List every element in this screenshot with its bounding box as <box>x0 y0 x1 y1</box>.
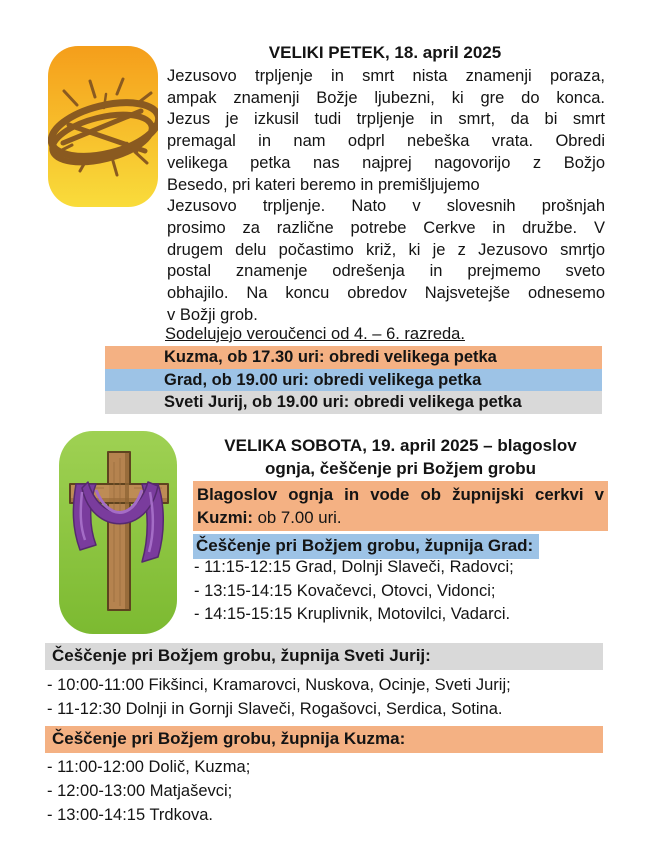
saturday-title-line2: ognja, češčenje pri Božjem grobu <box>264 459 537 478</box>
paragraph-line: postal znamenje odrešenja in prejmemo sveto <box>167 262 605 281</box>
blessing-box <box>193 481 608 531</box>
paragraph-line: premagal in nam odprl nebeška vrata. Obredi <box>167 132 605 151</box>
kuzma-list <box>47 755 250 827</box>
crown-of-thorns-icon <box>47 45 159 208</box>
list-item: - 10:00-11:00 Fikšinci, Kramarovci, Nuskova, Ocinje, Sveti Jurij; <box>47 676 511 694</box>
paragraph-line: obhajilo. Na koncu obredov Najsvetejše odnesemo <box>167 284 605 303</box>
friday-title: VELIKI PETEK, 18. april 2025 <box>268 43 502 62</box>
paragraph-line: prosimo za različne potrebe Cerkve in družbe. V <box>167 218 605 237</box>
blessing-bold-text: Blagoslov ognja in vode ob župnijski cerkvi v Kuzmi: <box>197 485 604 527</box>
cross-icon <box>58 430 178 635</box>
participants-note: Sodelujejo veroučenci od 4. – 6. razreda. <box>165 325 465 343</box>
blessing-time-text: ob 7.00 uri. <box>252 508 342 527</box>
paragraph-line: velikega petka nas najprej nagovorijo z Božjo <box>167 153 605 172</box>
kuzma-heading: Češčenje pri Božjem grobu, župnija Kuzma: <box>45 726 603 753</box>
schedule-row-grad: Grad, ob 19.00 uri: obredi velikega petka <box>105 369 602 391</box>
saturday-title-line1: VELIKA SOBOTA, 19. april 2025 – blagoslov <box>224 436 577 455</box>
list-item: - 12:00-13:00 Matjaševci; <box>47 782 233 800</box>
paragraph-line: Besedo, pri kateri beremo in premišljujemo <box>167 175 480 194</box>
schedule-row-kuzma: Kuzma, ob 17.30 uri: obredi velikega petka <box>105 346 602 369</box>
list-item: - 13:00-14:15 Trdkova. <box>47 806 214 824</box>
list-item: - 14:15-15:15 Kruplivnik, Motovilci, Vadarci. <box>194 605 511 623</box>
list-item: - 11-12:30 Dolnji in Gornji Slaveči, Rogašovci, Serdica, Sotina. <box>47 700 503 718</box>
paragraph-line: Jezusovo trpljenje. Nato v slovesnih prošnjah <box>167 197 605 216</box>
paragraph-line: drugem delu počastimo križ, ki je z Jezusovo smrtjo <box>167 240 605 259</box>
list-item: - 11:15-12:15 Grad, Dolnji Slaveči, Radovci; <box>194 558 514 576</box>
sveti-jurij-list <box>47 673 511 721</box>
friday-paragraph <box>167 66 605 326</box>
grad-heading: Češčenje pri Božjem grobu, župnija Grad: <box>193 534 539 559</box>
paragraph-line: Jezusovo trpljenje in smrt nista znamenji poraza, <box>167 67 605 85</box>
paragraph-line: Jezus je izkusil tudi trpljenje in smrt, da bi smrt <box>167 110 605 129</box>
saturday-title <box>193 434 608 480</box>
paragraph-line: ampak znamenji Božje ljubezni, ki gre do konca. <box>167 88 605 107</box>
sveti-jurij-heading: Češčenje pri Božjem grobu, župnija Sveti Jurij: <box>45 643 603 670</box>
list-item: - 11:00-12:00 Dolič, Kuzma; <box>47 758 251 776</box>
grad-list <box>194 556 514 627</box>
schedule-row-sveti-jurij: Sveti Jurij, ob 19.00 uri: obredi velikega petka <box>105 391 602 414</box>
list-item: - 13:15-14:15 Kovačevci, Otovci, Vidonci; <box>194 581 496 600</box>
paragraph-line: v Božji grob. <box>167 305 258 324</box>
